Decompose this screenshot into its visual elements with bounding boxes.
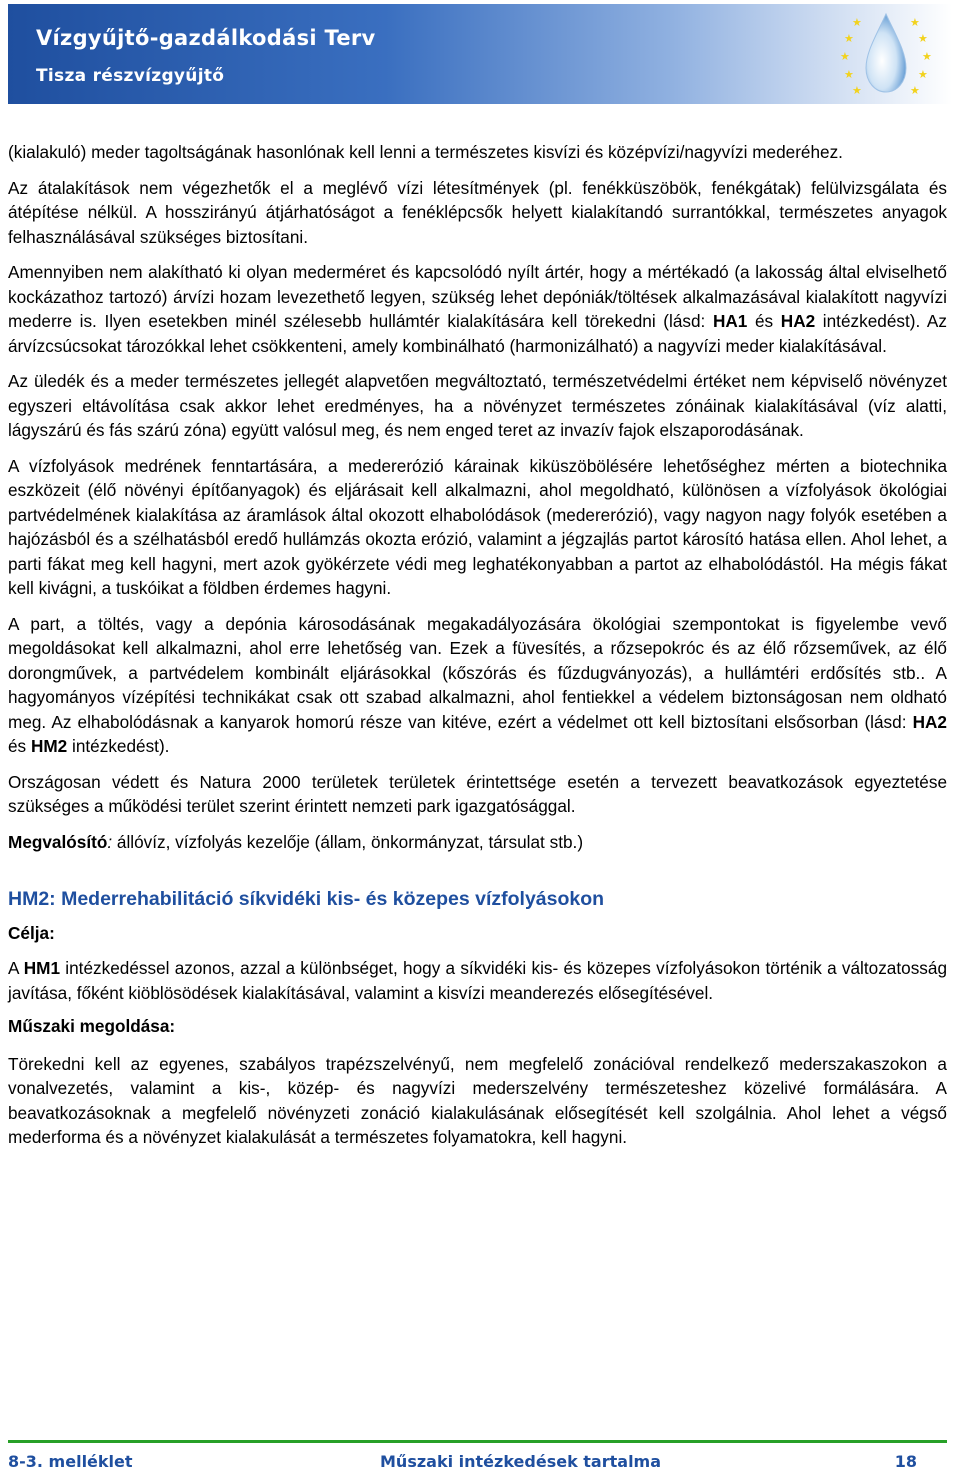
page-header [8, 4, 952, 104]
svg-text:★: ★ [844, 33, 854, 45]
svg-text:★: ★ [922, 51, 932, 63]
svg-text:★: ★ [918, 69, 928, 81]
paragraph: Amennyiben nem alakítható ki olyan mederméret és kapcsolódó nyílt ártér, hogy a mértékadó (a lakosság által elviselhető kockázathoz tartozó) árvízi hozam levezethető legyen, szükség lehet depóniák/töltések alkalmazásával kialakított nagyvízi mederre is. Ilyen esetekben minél szélesebb hullámtér kialakítására kell törekedni (lásd: HA1 és HA2 intézkedést). Az árvízcsúcsokat tározókkal lehet csökkenteni, amely kombinálható (harmonizálható) a nagyvízi meder kialakításával. [8, 262, 947, 356]
svg-text:★: ★ [852, 85, 862, 97]
paragraph: Az üledék és a meder természetes jellegét alapvetően megváltoztató, természetvédelmi értéket nem képviselő növényzet egyszeri eltávolítása csak akkor lehet eredményes, ha a növényzet természetes zónáinak kialakításával (víz alatti, lágyszárú és fás szárú zóna) együtt valósul meg, és nem enged teret az invazív fajok elszaporodásának. [8, 371, 947, 440]
footer-annex-label: 8-3. melléklet [8, 1452, 133, 1471]
footer-section-title: Műszaki intézkedések tartalma [380, 1452, 662, 1471]
paragraph: A vízfolyások medrének fenntartására, a medererózió kárainak kiküszöbölésére lehetőséghez mérten a biotechnika eszközeit (élő növényi építőanyagok) és eljárásait kell alkalmazni, ahol megoldható, különösen a vízfolyások ökológiai partvédelmének kialakítása az áramlások által okozott elhabolódások (medererózió), vagy nagyon nagy folyók esetében a hajózásból és a szélhatásból eredő hullámzás okozta erózió, valamint a jégzajlás partot károsító hatása ellen. Ahol lehet, a parti fákat meg kell hagyni, mert azok gyökérzete védi meg leghatékonyabban a partot az elhabolódástól. Ha mégis fákat kell kivágni, a tuskóikat a földben érdemes hagyni. [8, 455, 947, 598]
technical-solution-label: Műszaki megoldása: [8, 1016, 176, 1036]
ref-hm2: HM2 [30, 736, 68, 756]
ref-ha2: HA2 [912, 711, 947, 732]
paragraph: A part, a töltés, vagy a depónia károsodásának megakadályozására ökológiai szempontokat is figyelembe vevő megoldásokat kell alkalmazni, ahol erre lehetőség van. Ezek a füvesítés, a rőzsepokróc és az élő rőzseművek, az élő dorongművek, a partvédelem kombinált eljárásokkal (kőszórás és fűzdugványozás), a hullámtéri erdősítés stb.. A hagyományos vízépítési technikákat csak ott szabad alkalmazni, ahol fentiekkel a védelem biztonságosan nem oldható meg. Az elhabolódásnak a kanyarok homorú része van kitéve, ezért a védelmet ott kell biztosítani elsősorban (lásd: HA2 és HM2 intézkedést). [8, 613, 947, 756]
goal-label: Célja: [8, 922, 55, 943]
paragraph: Az átalakítások nem végezhetők el a meglévő vízi létesítmények (pl. fenékküszöbök, fenékgátak) felülvizsgálata és átépítése nélkül. A hosszirányú átjárhatóságot a fenéklépcsők helyett kialakítandó surrantókkal, természetes anyagok felhasználásával szükséges biztosítani. [8, 177, 947, 247]
implementer-paragraph: Megvalósító: állóvíz, vízfolyás kezelője (állam, önkormányzat, társulat stb.) [8, 831, 584, 852]
svg-text:★: ★ [840, 51, 850, 63]
paragraph: Országosan védett és Natura 2000 területek területek érintettsége esetén a tervezett beavatkozások egyeztetése szükséges a működési terület szerint érintett nemzeti park igazgatósággal. [8, 771, 947, 816]
page-footer [8, 1445, 947, 1475]
svg-text:★: ★ [918, 33, 928, 45]
svg-text:★: ★ [852, 17, 862, 29]
page-number: 18 [894, 1452, 917, 1471]
section-heading: HM2: Mederrehabilitáció síkvidéki kis- és közepes vízfolyásokon [8, 888, 605, 910]
goal-paragraph: A HM1 intézkedéssel azonos, azzal a különbséget, hogy a síkvidéki kis- és közepes vízfolyásokon történik a változatosság javítása, főként kiöblösödések kialakításával, valamint a kisvízi meanderezés elősegítésével. [8, 958, 947, 1003]
header-title: Vízgyűjtő-gazdálkodási Terv [36, 26, 376, 50]
document-body [8, 140, 947, 1150]
svg-text:★: ★ [910, 85, 920, 97]
svg-text:★: ★ [910, 17, 920, 29]
header-subtitle: Tisza részvízgyűjtő [36, 66, 225, 86]
footer-divider [8, 1440, 947, 1443]
svg-text:★: ★ [844, 69, 854, 81]
ref-ha2: HA2 [780, 311, 816, 331]
paragraph: (kialakuló) meder tagoltságának hasonlónak kell lenni a természetes kisvízi és középvízi/nagyvízi mederéhez. [8, 142, 843, 162]
implementer-label: Megvalósító [8, 831, 108, 852]
ref-ha1: HA1 [712, 311, 748, 331]
eu-water-drop-logo-icon [822, 6, 950, 102]
ref-hm1: HM1 [23, 958, 61, 978]
technical-solution-paragraph: Törekedni kell az egyenes, szabályos trapézszelvényű, nem megfelelő zonációval rendelkező mederszakaszokon a vonalvezetés, valamint a kis-, közép- és nagyvízi mederszelvény természeteshez közelivé formálására. A beavatkozásoknak a megfelelő növényzeti zonáció kialakulásának elősegítését kell szolgálnia. Ahol lehet a végső mederforma és a növényzet kialakulását a természetes folyamatokra, kell hagyni. [8, 1053, 947, 1147]
